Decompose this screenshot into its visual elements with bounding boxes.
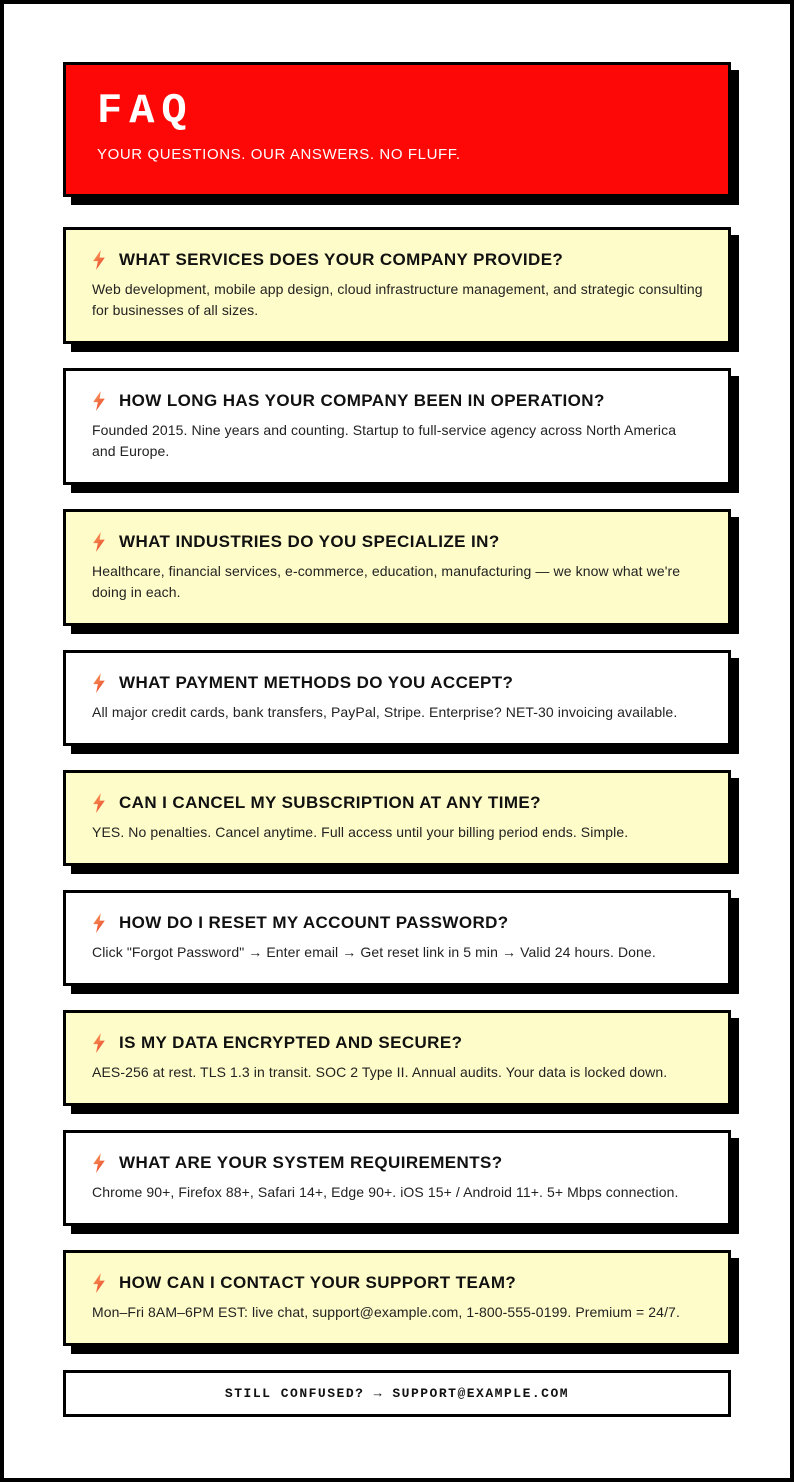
faq-question: WHAT ARE YOUR SYSTEM REQUIREMENTS? <box>119 1153 503 1172</box>
faq-question: HOW DO I RESET MY ACCOUNT PASSWORD? <box>119 913 509 932</box>
faq-question-row <box>92 1272 703 1293</box>
faq-question-row <box>92 672 703 693</box>
lightning-bolt-icon <box>92 673 106 693</box>
faq-card <box>63 770 731 866</box>
faq-answer: All major credit cards, bank transfers, PayPal, Stripe. Enterprise? NET-30 invoicing available. <box>92 704 678 720</box>
lightning-bolt-icon <box>92 391 106 411</box>
faq-answer: Mon–Fri 8AM–6PM EST: live chat, support@example.com, 1-800-555-0199. Premium = 24/7. <box>92 1304 680 1320</box>
faq-card <box>63 1130 731 1226</box>
faq-question: IS MY DATA ENCRYPTED AND SECURE? <box>119 1033 463 1052</box>
faq-question-row <box>92 390 703 411</box>
lightning-bolt-icon <box>92 913 106 933</box>
faq-answer: Healthcare, financial services, e-commerce, education, manufacturing — we know what we're doing in each. <box>92 563 681 600</box>
faq-card-list <box>63 227 731 1346</box>
lightning-bolt-icon <box>92 1033 106 1053</box>
page-subtitle: YOUR QUESTIONS. OUR ANSWERS. NO FLUFF. <box>97 146 461 164</box>
lightning-bolt-icon <box>92 532 106 552</box>
faq-question-row <box>92 249 703 270</box>
faq-card <box>63 1010 731 1106</box>
faq-card <box>63 227 731 344</box>
faq-question: WHAT PAYMENT METHODS DO YOU ACCEPT? <box>119 673 514 692</box>
faq-answer: AES-256 at rest. TLS 1.3 in transit. SOC 2 Type II. Annual audits. Your data is locked down. <box>92 1064 668 1080</box>
faq-answer: YES. No penalties. Cancel anytime. Full access until your billing period ends. Simple. <box>92 824 629 840</box>
lightning-bolt-icon <box>92 793 106 813</box>
faq-question-row <box>92 1032 703 1053</box>
faq-answer: Chrome 90+, Firefox 88+, Safari 14+, Edge 90+. iOS 15+ / Android 11+. 5+ Mbps connection. <box>92 1184 679 1200</box>
page-title: FAQ <box>97 87 194 135</box>
page-header <box>63 62 731 197</box>
faq-question: CAN I CANCEL MY SUBSCRIPTION AT ANY TIME? <box>119 793 541 812</box>
faq-answer: Click "Forgot Password" → Enter email → Get reset link in 5 min → Valid 24 hours. Done. <box>92 944 656 960</box>
faq-question-row <box>92 1152 703 1173</box>
faq-question-row <box>92 912 703 933</box>
lightning-bolt-icon <box>92 250 106 270</box>
faq-card <box>63 890 731 986</box>
faq-answer: Founded 2015. Nine years and counting. Startup to full-service agency across North America and Europe. <box>92 422 677 459</box>
faq-card <box>63 1250 731 1346</box>
faq-card <box>63 650 731 746</box>
faq-answer: Web development, mobile app design, cloud infrastructure management, and strategic consulting for businesses of all sizes. <box>92 281 703 318</box>
faq-card <box>63 368 731 485</box>
faq-question: HOW LONG HAS YOUR COMPANY BEEN IN OPERATION? <box>119 391 605 410</box>
faq-question-row <box>92 792 703 813</box>
lightning-bolt-icon <box>92 1153 106 1173</box>
faq-question: WHAT INDUSTRIES DO YOU SPECIALIZE IN? <box>119 532 500 551</box>
faq-question-row <box>92 531 703 552</box>
footer-contact-text: STILL CONFUSED? → SUPPORT@EXAMPLE.COM <box>224 1386 570 1401</box>
faq-question: HOW CAN I CONTACT YOUR SUPPORT TEAM? <box>119 1273 517 1292</box>
faq-card <box>63 509 731 626</box>
lightning-bolt-icon <box>92 1273 106 1293</box>
faq-question: WHAT SERVICES DOES YOUR COMPANY PROVIDE? <box>119 250 564 269</box>
footer-bar <box>63 1370 731 1417</box>
